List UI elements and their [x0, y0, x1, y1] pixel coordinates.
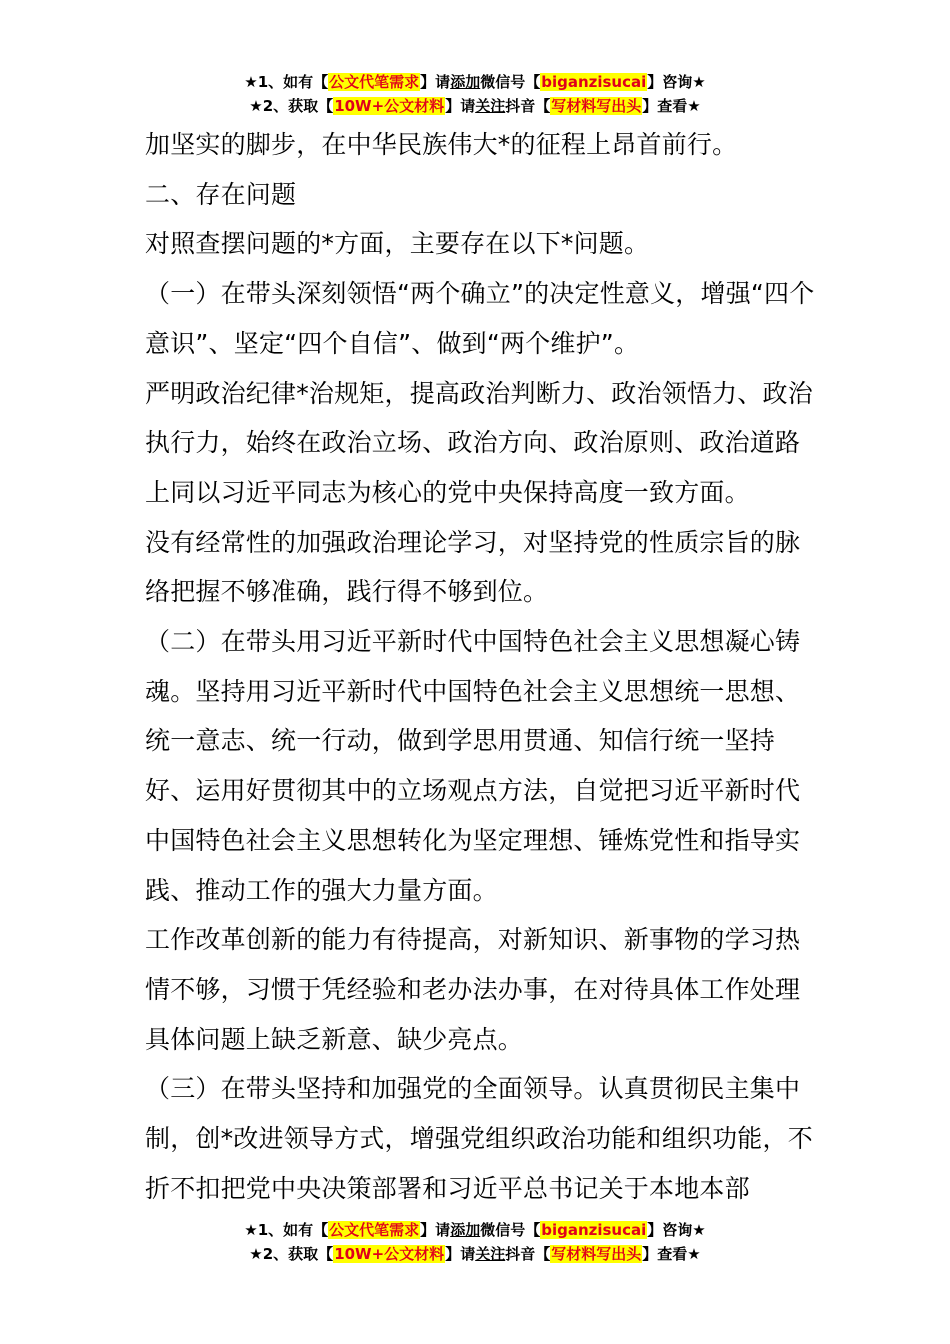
footer-line-1-prefix: ★1、如有【 [244, 1221, 329, 1239]
footer-line-1-mid2: 微信号【 [480, 1221, 541, 1239]
footer-line-1 [0, 1218, 950, 1242]
footer-line-1-suffix: 】咨询★ [647, 1221, 706, 1239]
footer-line-2-prefix: ★2、获取【 [249, 1245, 334, 1263]
footer-banner [0, 1218, 950, 1266]
footer-line-2 [0, 1242, 950, 1266]
banner-line-2-mid2: 抖音【 [505, 97, 551, 115]
subheading-three: （三）在带头坚持和加强党的全面领导。认真贯彻民主集中制，创*改进领导方式，增强党组织政治功能和组织功能，不折不扣把党中央决策部署和习近平总书记关于本地本部 [145, 1074, 813, 1203]
banner-line-2-emphasis: 关注 [475, 97, 506, 115]
banner-line-2 [0, 94, 950, 118]
banner-line-2-highlight-materials: 10W+公文材料 [334, 97, 445, 115]
paragraph-innovation: 工作改革创新的能力有待提高，对新知识、新事物的学习热情不够，习惯于凭经验和老办法办事，在对待具体工作处理具体问题上缺乏新意、缺少亮点。 [145, 925, 801, 1054]
footer-line-1-highlight-service: 公文代笔需求 [329, 1221, 420, 1239]
footer-line-1-highlight-wechat: biganzisucai [541, 1221, 647, 1239]
subheading-one: （一）在带头深刻领悟“两个确立”的决定性意义，增强“四个意识”、坚定“四个自信”、做到“两个维护”。 [145, 279, 815, 358]
banner-line-2-highlight-douyin: 写材料写出头 [551, 97, 642, 115]
banner-line-2-prefix: ★2、获取【 [249, 97, 334, 115]
banner-line-1-mid2: 微信号【 [480, 73, 541, 91]
banner-line-1-highlight-wechat: biganzisucai [541, 73, 647, 91]
header-banner [0, 70, 950, 118]
footer-line-2-emphasis: 关注 [475, 1245, 506, 1263]
banner-line-2-suffix: 】查看★ [642, 97, 701, 115]
banner-line-1-highlight-service: 公文代笔需求 [329, 73, 420, 91]
footer-line-2-highlight-materials: 10W+公文材料 [334, 1245, 445, 1263]
banner-line-1-mid: 】请 [420, 73, 451, 91]
paragraph-intro: 对照查摆问题的*方面，主要存在以下*问题。 [145, 229, 650, 259]
banner-line-1-prefix: ★1、如有【 [244, 73, 329, 91]
paragraph-political-discipline: 严明政治纪律*治规矩，提高政治判断力、政治领悟力、政治执行力，始终在政治立场、政治方向、政治原则、政治道路上同以习近平同志为核心的党中央保持高度一致方面。 [145, 378, 813, 507]
footer-line-2-mid: 】请 [445, 1245, 476, 1263]
document-body [145, 120, 825, 1213]
footer-line-2-suffix: 】查看★ [642, 1245, 701, 1263]
footer-line-1-mid: 】请 [420, 1221, 451, 1239]
section-heading-problems: 二、存在问题 [145, 179, 297, 209]
footer-line-2-highlight-douyin: 写材料写出头 [551, 1245, 642, 1263]
subheading-two: （二）在带头用习近平新时代中国特色社会主义思想凝心铸魂。坚持用习近平新时代中国特色社会主义思想统一思想、统一意志、统一行动，做到学思用贯通、知信行统一坚持好、运用好贯彻其中的立场观点方法，自觉把习近平新时代中国特色社会主义思想转化为坚定理想、锤炼党性和指导实践、推动工作的强大力量方面。 [145, 627, 801, 905]
paragraph-theory-study: 没有经常性的加强政治理论学习，对坚持党的性质宗旨的脉络把握不够准确，践行得不够到位。 [145, 527, 801, 607]
footer-line-2-mid2: 抖音【 [505, 1245, 551, 1263]
footer-line-1-emphasis: 添加 [450, 1221, 481, 1239]
banner-line-1 [0, 70, 950, 94]
banner-line-1-suffix: 】咨询★ [647, 73, 706, 91]
banner-line-1-emphasis: 添加 [450, 73, 481, 91]
paragraph-continuation: 加坚实的脚步，在中华民族伟大*的征程上昂首前行。 [145, 130, 738, 159]
banner-line-2-mid: 】请 [445, 97, 476, 115]
